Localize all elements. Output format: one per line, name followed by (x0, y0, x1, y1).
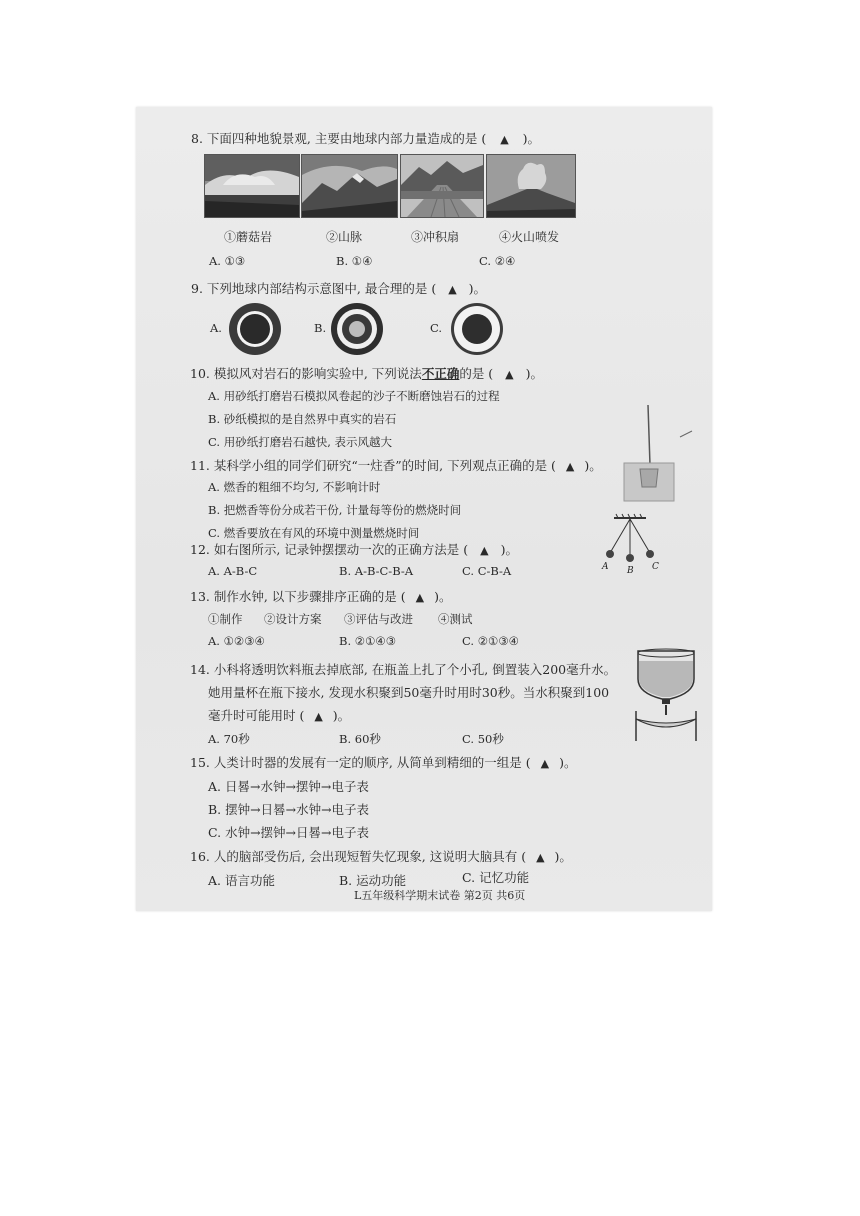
question-14-line-3: 毫升时可能用时 ( ▲ )。 (208, 708, 351, 723)
answer-blank-triangle: ▲ (415, 591, 425, 604)
pendulum-label-c: C (652, 562, 659, 572)
option-c: C. (430, 321, 443, 335)
earth-structure-diagram-b (330, 302, 390, 356)
question-10: 10. 模拟风对岩石的影响实验中, 下列说法不正确的是 ( ▲ )。 (190, 366, 544, 381)
option-a: A. 燃香的粗细不均匀, 不影响计时 (208, 480, 381, 494)
option-c: C. 记忆功能 (462, 870, 530, 885)
option-b: B. 运动功能 (339, 873, 407, 888)
step-1: ①制作 (208, 612, 243, 626)
exam-page (136, 107, 712, 911)
option-a: A. 日晷→水钟→摆钟→电子表 (208, 779, 369, 794)
step-2: ②设计方案 (264, 612, 322, 626)
earth-structure-diagram-a (228, 302, 288, 356)
option-b: B. 砂纸模拟的是自然界中真实的岩石 (208, 412, 397, 426)
answer-blank-triangle: ▲ (448, 283, 457, 296)
option-c: C. ②④ (479, 254, 516, 268)
option-b: B. (314, 321, 327, 335)
answer-blank-triangle: ▲ (536, 851, 545, 864)
q8-stem: 8. 下面四种地貌景观, 主要由地球内部力量造成的是 ( (191, 131, 487, 146)
page-footer: L五年级科学期末试卷 第2页 共6页 (354, 889, 526, 902)
question-11: 11. 某科学小组的同学们研究“一炷香”的时间, 下列观点正确的是 ( ▲ )。 (190, 458, 602, 473)
alluvial-fan-photo (400, 154, 484, 218)
option-a: A. A-B-C (208, 564, 258, 578)
option-a: A. 用砂纸打磨岩石模拟风卷起的沙子不断磨蚀岩石的过程 (208, 389, 500, 403)
photo-caption: ③冲积扇 (411, 230, 460, 244)
option-c: C. 燃香要放在有风的环境中测量燃烧时间 (208, 526, 420, 540)
answer-blank-triangle: ▲ (565, 460, 575, 473)
question-16: 16. 人的脑部受伤后, 会出现短暂失忆现象, 这说明大脑具有 ( ▲ )。 (190, 849, 572, 864)
volcano-eruption-photo (486, 154, 576, 218)
option-a: A. (210, 321, 222, 335)
option-b: B. 摆钟→日晷→水钟→电子表 (208, 802, 370, 817)
answer-blank-triangle: ▲ (500, 133, 509, 146)
option-c: C. C-B-A (462, 564, 512, 578)
pendulum-figure (600, 513, 670, 577)
photo-caption: ①蘑菇岩 (224, 230, 273, 244)
option-c: C. 水钟→摆钟→日晷→电子表 (208, 825, 369, 840)
emphasis-not-correct: 不正确 (421, 366, 460, 381)
option-c: C. ②①③④ (462, 634, 519, 648)
answer-blank-triangle: ▲ (540, 757, 550, 770)
option-a: A. 70秒 (208, 732, 250, 746)
step-4: ④测试 (438, 612, 473, 626)
option-b: B. 60秒 (339, 732, 381, 746)
water-clock-bottle-figure (628, 647, 708, 743)
option-a: A. 语言功能 (208, 873, 275, 888)
answer-blank-triangle: ▲ (314, 710, 323, 723)
option-a: A. ①③ (209, 254, 246, 268)
option-c: C. 用砂纸打磨岩石越快, 表示风越大 (208, 435, 393, 449)
option-b: B. A-B-C-B-A (339, 564, 414, 578)
pendulum-label-a: A (602, 562, 609, 572)
step-3: ③评估与改进 (344, 612, 413, 626)
option-c: C. 50秒 (462, 732, 504, 746)
incense-cup-figure (620, 403, 710, 503)
question-13: 13. 制作水钟, 以下步骤排序正确的是 ( ▲ )。 (190, 589, 452, 604)
mushroom-rock-photo (204, 154, 300, 218)
photo-caption: ②山脉 (326, 230, 363, 244)
question-14-line-1: 14. 小科将透明饮料瓶去掉底部, 在瓶盖上扎了个小孔, 倒置装入200毫升水。 (190, 662, 617, 677)
question-15: 15. 人类计时器的发展有一定的顺序, 从简单到精细的一组是 ( ▲ )。 (190, 755, 577, 770)
option-b: B. ①④ (336, 254, 373, 268)
pendulum-label-b: B (627, 566, 634, 576)
question-12: 12. 如右图所示, 记录钟摆摆动一次的正确方法是 ( ▲ )。 (190, 542, 518, 557)
mountain-range-photo (301, 154, 398, 218)
answer-blank-triangle: ▲ (480, 544, 489, 557)
option-b: B. ②①④③ (339, 634, 397, 648)
option-b: B. 把燃香等份分成若干份, 计量每等份的燃烧时间 (208, 503, 462, 517)
option-a: A. ①②③④ (208, 634, 265, 648)
question-14-line-2: 她用量杯在瓶下接水, 发现水积聚到50毫升时用时30秒。当水积聚到100 (208, 685, 610, 700)
earth-structure-diagram-c (450, 302, 510, 356)
question-8: 8. 下面四种地貌景观, 主要由地球内部力量造成的是 ( ▲ )。 (191, 131, 541, 146)
photo-caption: ④火山喷发 (499, 230, 560, 244)
answer-blank-triangle: ▲ (505, 368, 514, 381)
question-9: 9. 下列地球内部结构示意图中, 最合理的是 ( ▲ )。 (191, 281, 487, 296)
